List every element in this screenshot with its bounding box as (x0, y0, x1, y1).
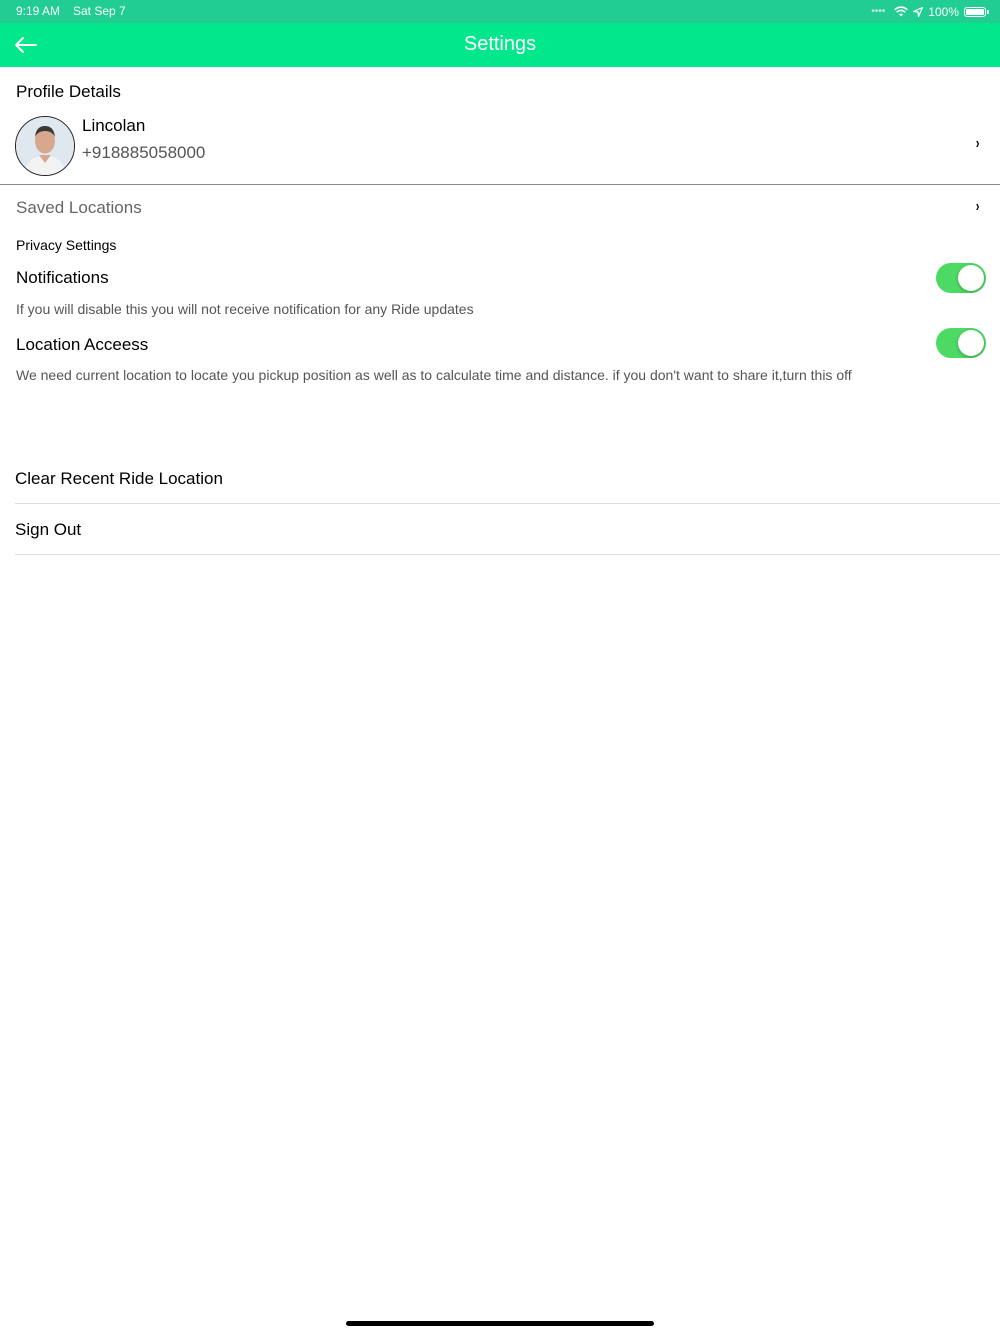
toggle-knob (958, 265, 984, 291)
wifi-icon (894, 6, 908, 17)
saved-locations-label: Saved Locations (16, 198, 142, 217)
battery-icon (964, 7, 986, 17)
nav-bar (0, 23, 1000, 67)
notifications-toggle[interactable] (936, 263, 986, 293)
sign-out-button[interactable] (0, 505, 1000, 553)
chevron-right-icon: › (975, 135, 980, 152)
profile-row[interactable] (0, 110, 1000, 182)
status-date: Sat Sep 7 (73, 4, 126, 18)
chevron-right-icon: › (975, 198, 980, 215)
saved-locations-row[interactable] (0, 186, 1000, 228)
avatar-photo (16, 117, 74, 175)
profile-section-title: Profile Details (16, 82, 121, 101)
profile-name: Lincolan (82, 116, 146, 135)
status-right-group (871, 3, 986, 20)
profile-phone: +918885058000 (82, 143, 206, 162)
divider (15, 554, 1000, 555)
clear-recent-ride-location-button[interactable] (0, 455, 1000, 503)
notifications-description: If you will disable this you will not receive notification for any Ride updates (16, 301, 474, 317)
clear-recent-label: Clear Recent Ride Location (15, 469, 223, 488)
location-arrow-icon (913, 7, 923, 17)
sign-out-label: Sign Out (15, 520, 82, 539)
status-time: 9:19 AM (16, 4, 61, 18)
toggle-knob (958, 330, 984, 356)
divider (15, 503, 1000, 504)
page-title: Settings (463, 33, 537, 55)
divider (0, 184, 1000, 185)
avatar (15, 116, 75, 176)
status-bar (0, 0, 1000, 23)
signal-dots-icon: •••• (871, 6, 886, 17)
location-access-toggle[interactable] (936, 328, 986, 358)
notifications-label: Notifications (16, 268, 109, 287)
home-indicator (346, 1321, 654, 1326)
battery-percent: 100% (928, 4, 959, 19)
privacy-section-title: Privacy Settings (16, 237, 117, 253)
location-access-description: We need current location to locate you pickup position as well as to calculate time and distance. if you don't want to share it,turn this off (16, 367, 852, 383)
location-access-label: Location Acceess (16, 335, 149, 354)
